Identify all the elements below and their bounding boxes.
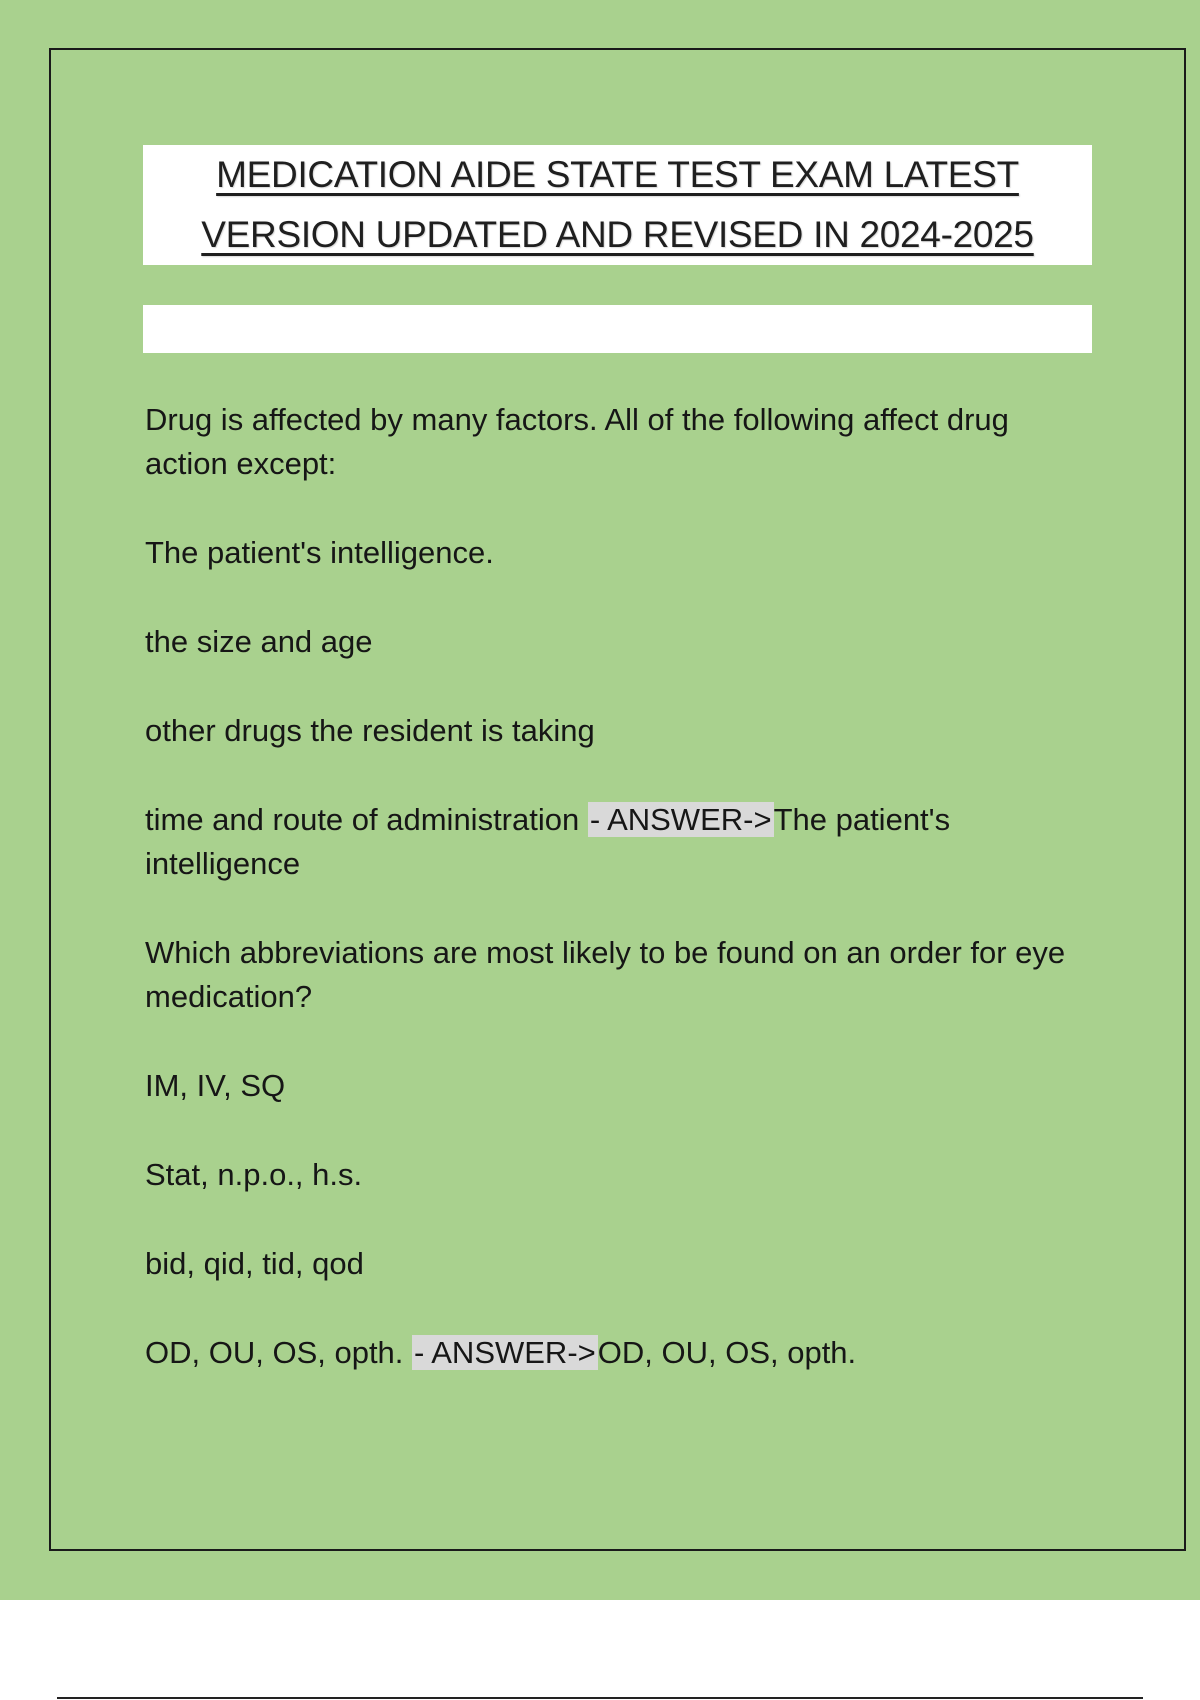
correct-answer: The patient's intelligence xyxy=(145,802,951,881)
answer-option: The patient's intelligence. xyxy=(145,535,494,570)
title-line-2: VERSION UPDATED AND REVISED IN 2024-2025 xyxy=(201,214,1034,255)
question-prompt: Drug is affected by many factors. All of the following affect drug action except: xyxy=(145,402,1009,481)
title-line-1: MEDICATION AIDE STATE TEST EXAM LATEST xyxy=(216,154,1019,195)
answer-option-text: OD, OU, OS, opth. xyxy=(145,1335,413,1370)
correct-answer: OD, OU, OS, opth. xyxy=(597,1335,857,1370)
blank-banner xyxy=(143,305,1092,353)
answer-option: Stat, n.p.o., h.s. xyxy=(145,1157,363,1192)
answer-option: bid, qid, tid, qod xyxy=(145,1246,364,1281)
footer-rule xyxy=(57,1697,1143,1699)
answer-option: the size and age xyxy=(145,624,373,659)
title-box xyxy=(143,145,1092,265)
answer-option: IM, IV, SQ xyxy=(145,1068,286,1103)
answer-option: other drugs the resident is taking xyxy=(145,713,595,748)
question-list xyxy=(145,398,1095,1420)
answer-option-with-answer xyxy=(145,798,1095,886)
question-prompt: Which abbreviations are most likely to be found on an order for eye medication? xyxy=(145,935,1066,1014)
answer-marker: - ANSWER-> xyxy=(414,1335,596,1370)
answer-option-text: time and route of administration xyxy=(145,802,588,837)
answer-option-with-answer xyxy=(145,1331,1095,1375)
answer-marker: - ANSWER-> xyxy=(589,802,772,837)
